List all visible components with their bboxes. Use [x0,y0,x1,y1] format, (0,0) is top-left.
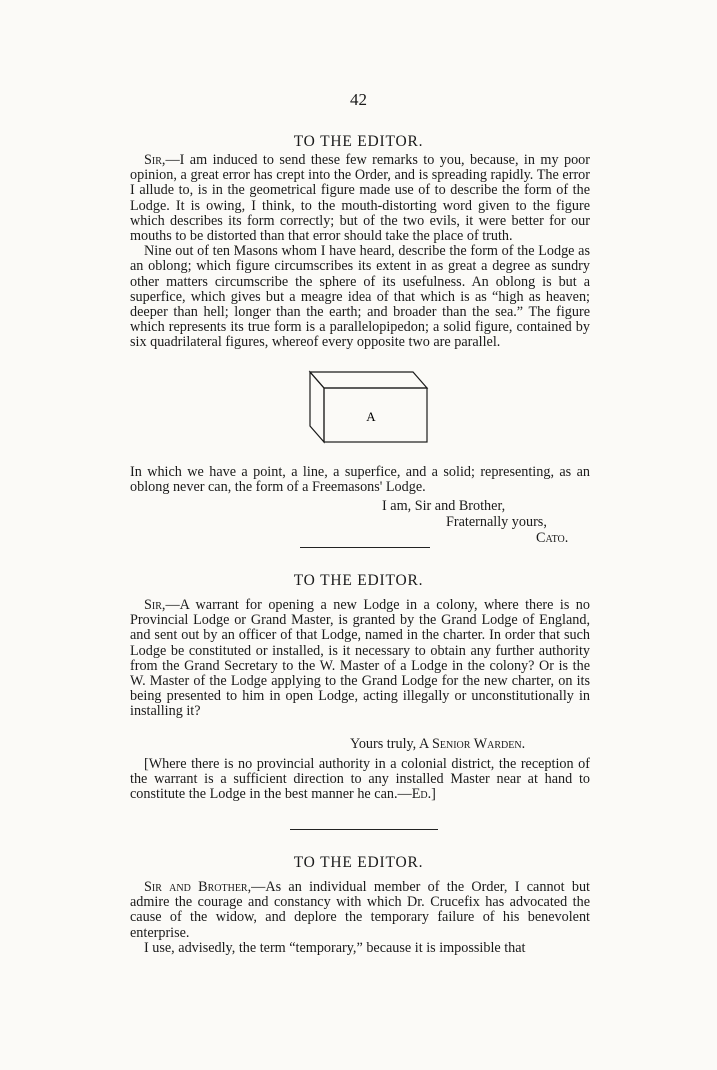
letter-1-signature: Cato. [536,530,569,546]
letter-1-closing-2: Fraternally yours, [446,514,547,530]
parallelopipedon-figure [300,366,435,446]
letter-2-body [130,598,590,720]
letter-2-paragraph-1 [130,598,590,720]
letter-2-heading: TO THE EDITOR. [293,572,424,589]
editor-signature: Ed. [411,786,432,803]
editor-note [130,757,590,803]
letter-1-paragraph-3: In which we have a point, a line, a superfice, and a solid; representing, as an oblong never can, the form of a Freemasons' Lodge. [130,464,590,496]
letter-3-salutation: Sir and Brother, [144,879,252,895]
figure-side-face [310,372,324,442]
letter-1-paragraph-1-text: —I am induced to send these few remarks to you, because, in my poor opinion, a great error has crept into the Order, and is spreading rapidly. The error I allude to, is in the geometrical figure made use of to describe the form of the Lodge. It is owing, I think, to the mouth-distorting word given to the figure which describes its form correctly; but of the two evils, it were better for our mouths to be distorted than that error should take the place of truth. [130,152,590,245]
letter-2-signature: Senior Warden. [432,736,526,752]
editor-note-body: [Where there is no provincial authority in a colonial district, the reception of the warrant is a sufficient direction to any installed Master near at hand to constitute the Lodge in the best manner he can.— [130,756,590,803]
letter-3-paragraph-2: I use, advisedly, the term “temporary,” because it is impossible that [144,939,526,956]
divider-rule-1 [300,547,430,548]
letter-1-heading: TO THE EDITOR. [293,133,424,150]
letter-1-paragraph-2: Nine out of ten Masons whom I have heard, describe the form of the Lodge as an oblong; which figure circumscribes its extent in as great a degree as sundry other matters circumscribe the sphere of its usefulness. An oblong is but a superfice, which gives but a meagre idea of that which is as “high as heaven; deeper than hell; longer than the earth; and broader than the sea.” The figure which represents its true form is a parallelopipedon; a solid figure, contained by six quadrilateral figures, whereof every opposite two are parallel. [130,243,590,351]
letter-1-salutation: Sir, [144,152,166,168]
page-number: 42 [350,90,367,109]
figure-label: A [366,409,376,424]
letter-3-body [130,880,590,956]
letter-1-body [130,153,590,351]
letter-2-paragraph-1-text: —A warrant for opening a new Lodge in a colony, where there is no Provincial Lodge or Grand Master, is granted by the Grand Lodge of England, and sent out by an officer of that Lodge, named in the charter. In order that such Lodge be constituted or installed, is it necessary to obtain any further authority from the Grand Secretary to the W. Master of a Lodge in the colony? Or is the W. Master of the Lodge applying to the Grand Lodge for the new charter, on its being presented to him in open Lodge, acting illegally or unconstitutionally in installing it? [130,597,590,720]
editor-note-close: ] [431,786,436,803]
letter-3-paragraph-1 [130,880,590,941]
letter-3-heading: TO THE EDITOR. [293,854,424,871]
letter-3-paragraph-1-text: —As an individual member of the Order, I cannot but admire the courage and constancy with which Dr. Crucefix has advocated the cause of the widow, and deplore the temporary failure of his benevolent enterprise. [130,879,590,941]
letter-2-closing-prefix: Yours truly, A [350,736,429,752]
editor-note-text [130,757,590,803]
letter-2-salutation: Sir, [144,597,166,613]
figure-top-face [310,372,427,388]
letter-2-closing [350,736,525,753]
letter-1-conclusion [130,465,590,495]
letter-1-closing-1: I am, Sir and Brother, [382,498,506,514]
divider-rule-2 [290,829,438,830]
letter-1-paragraph-1 [130,153,590,244]
